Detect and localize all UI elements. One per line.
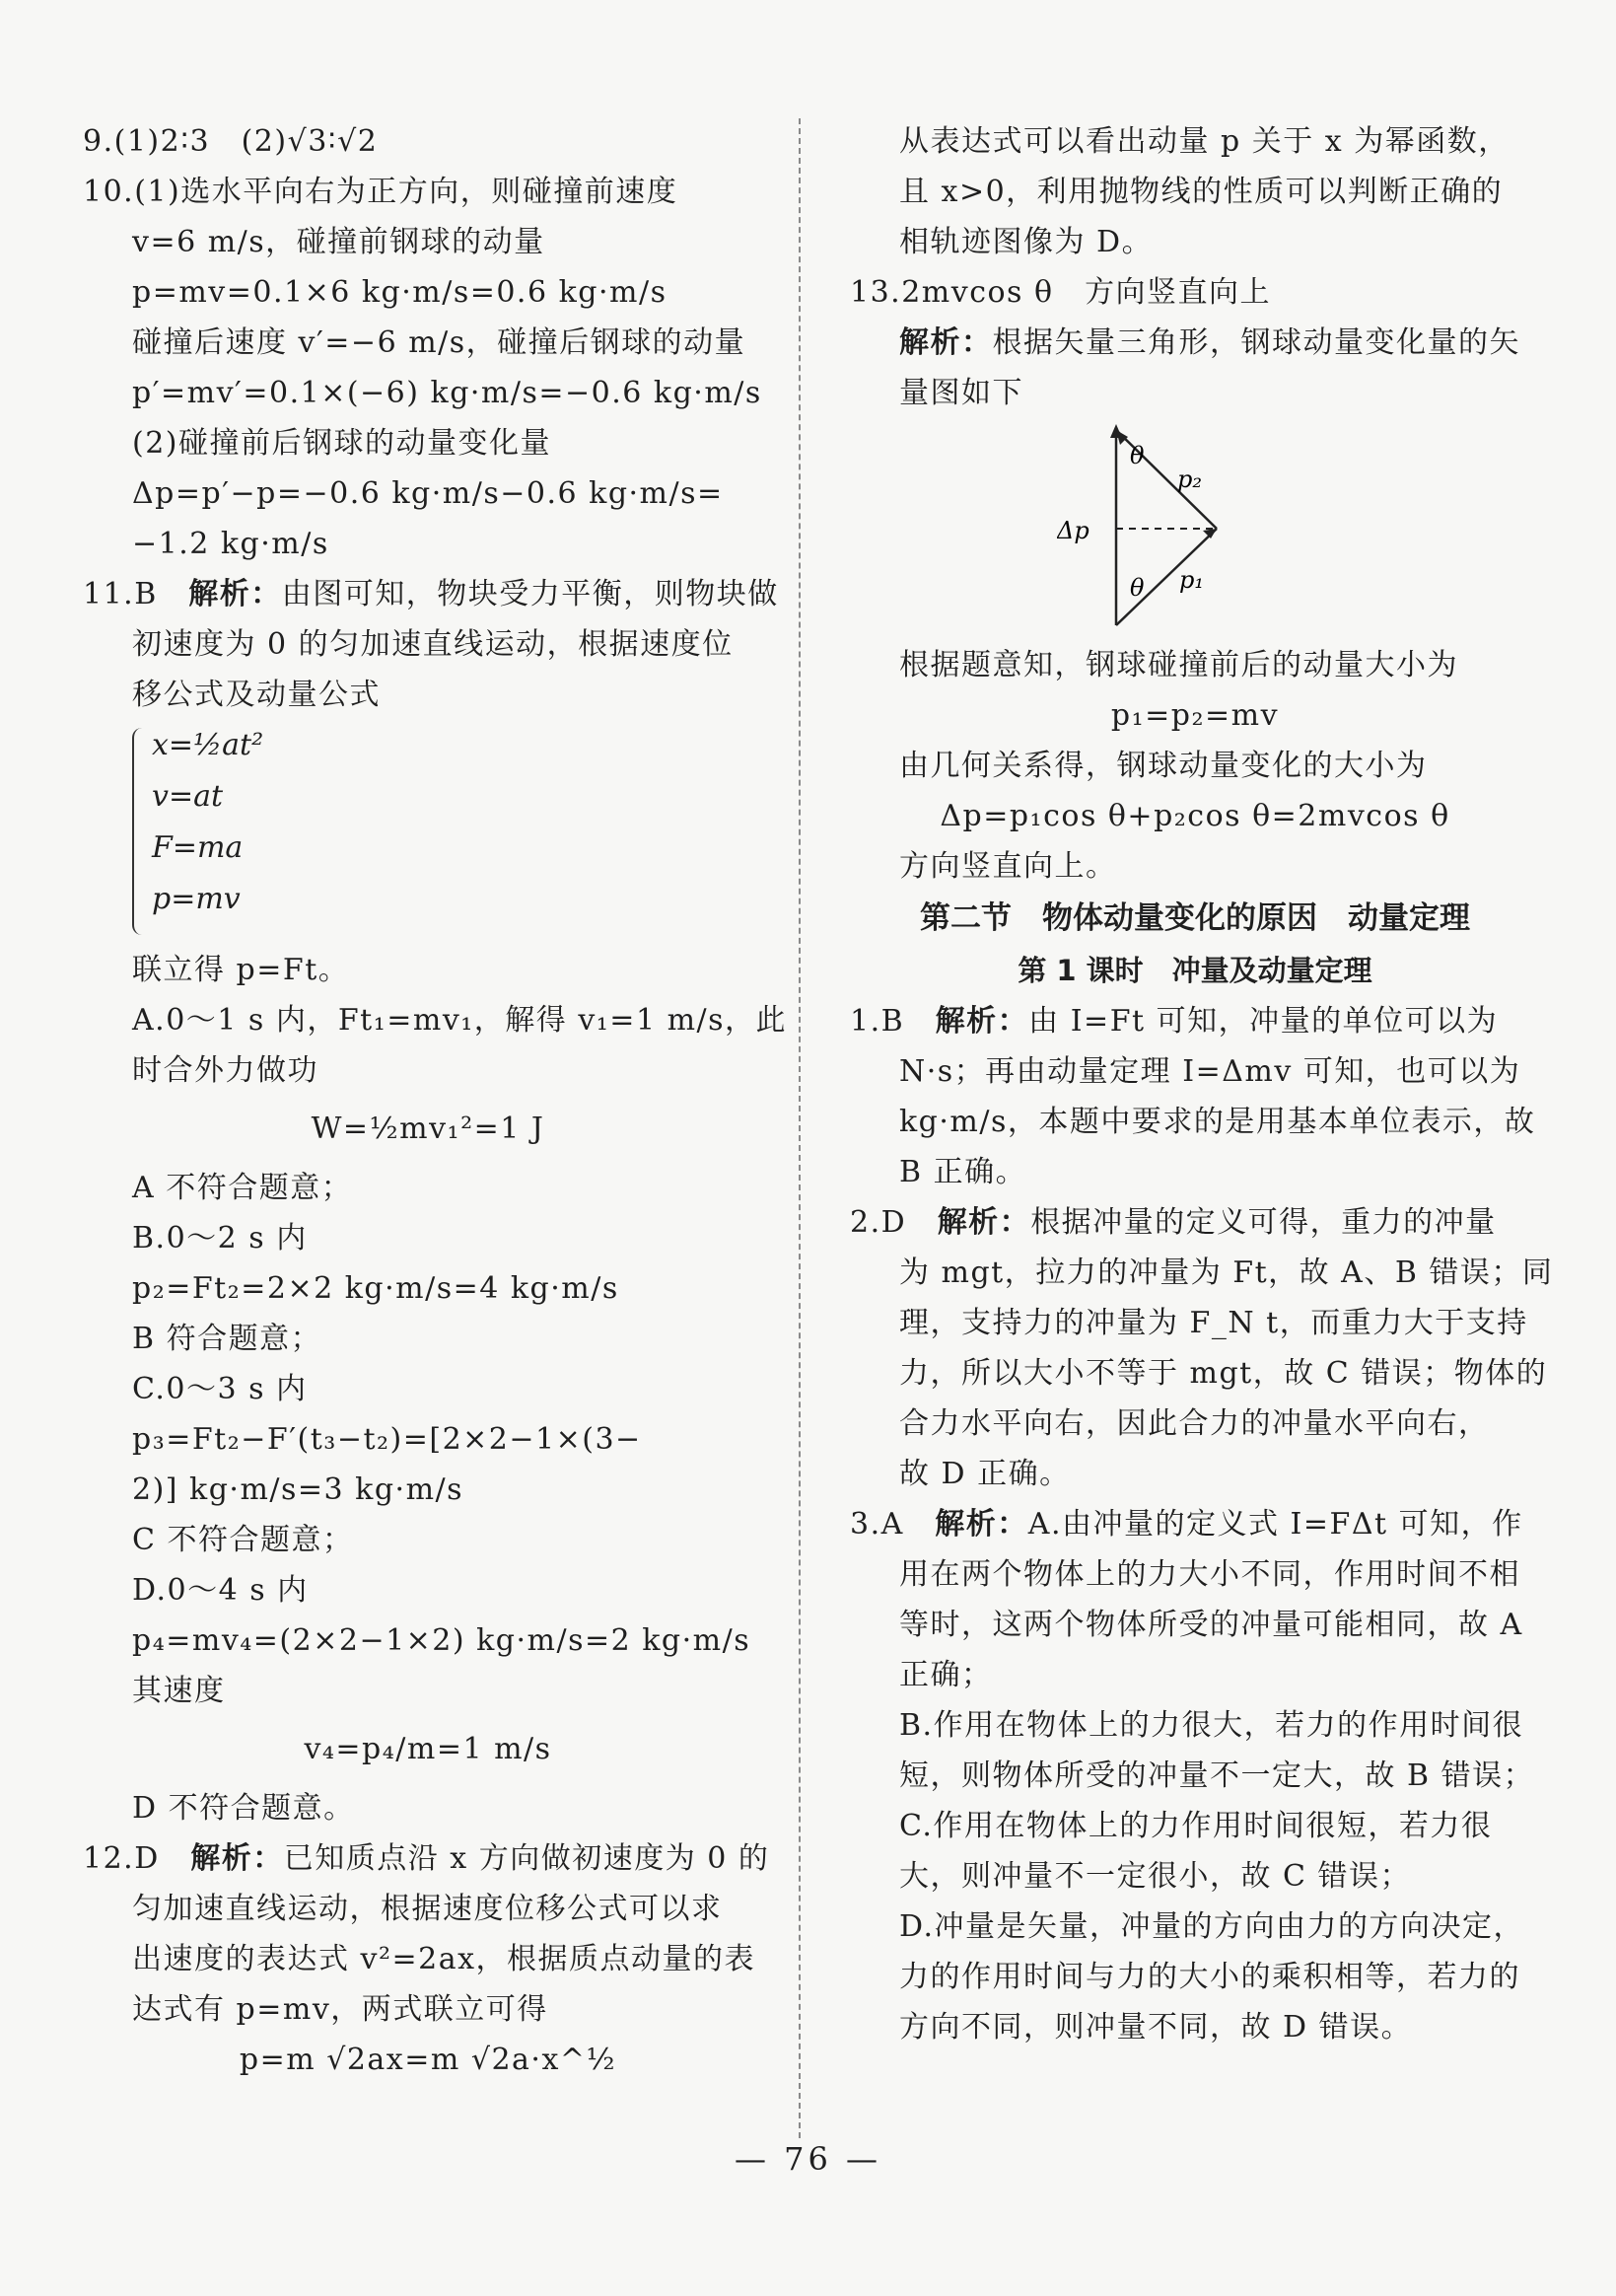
text-line	[83, 1045, 773, 1096]
text-line	[850, 1549, 1540, 1600]
p1-label: p₁	[1179, 566, 1204, 594]
text-line	[850, 640, 1540, 690]
equation-line: x=½at²	[152, 728, 264, 762]
line-text: 碰撞后速度 v′=−6 m/s，碰撞后钢球的动量	[132, 325, 746, 360]
line-text: B 正确。	[899, 1155, 1027, 1189]
line-text: C.0～3 s 内	[132, 1372, 308, 1406]
text-line	[83, 619, 773, 670]
text-line	[83, 418, 773, 468]
text-line	[83, 1716, 773, 1783]
line-text: 力，所以大小不等于 mgt，故 C 错误；物体的	[899, 1356, 1548, 1391]
line-text: 出速度的表达式 v²=2ax，根据质点动量的表	[132, 1942, 756, 1976]
line-text: 已知质点沿 x 方向做初速度为 0 的	[283, 1841, 770, 1876]
text-line	[850, 1600, 1540, 1650]
question-number: 2.D	[850, 1205, 938, 1240]
text-line	[850, 267, 1540, 318]
text-line	[850, 1700, 1540, 1751]
text-line	[83, 1465, 773, 1515]
text-line	[850, 1499, 1540, 1549]
text-line	[850, 1449, 1540, 1499]
question-number: 1.B	[850, 1004, 936, 1039]
line-text: 相轨迹图像为 D。	[899, 225, 1154, 259]
line-text: D 不符合题意。	[132, 1791, 355, 1826]
line-text: A.由冲量的定义式 I=FΔt 可知，作	[1027, 1507, 1523, 1542]
line-text: 为 mgt，拉力的冲量为 Ft，故 A、B 错误；同	[899, 1256, 1554, 1290]
text-line	[83, 167, 773, 217]
line-text: −1.2 kg·m/s	[132, 527, 329, 561]
text-line	[850, 217, 1540, 267]
line-text: 理，支持力的冲量为 F_N t，而重力大于支持	[899, 1306, 1528, 1340]
text-line	[850, 368, 1540, 418]
text-line	[83, 116, 773, 167]
line-text: 大，则冲量不一定很小，故 C 错误；	[899, 1859, 1412, 1894]
delta-p-label: Δp	[1057, 517, 1089, 544]
text-line	[850, 1399, 1540, 1449]
text-line	[83, 1984, 773, 2035]
text-line	[83, 1263, 773, 1314]
question-number: 11.B	[83, 577, 189, 611]
line-text: C.作用在物体上的力作用时间很短，若力很	[899, 1809, 1493, 1843]
right-text-block-1	[850, 116, 1540, 418]
text-line	[850, 1650, 1540, 1700]
text-line	[83, 1213, 773, 1263]
line-text: 等时，这两个物体所受的冲量可能相同，故 A	[899, 1608, 1523, 1642]
line-text: p=mv=0.1×6 kg·m/s=0.6 kg·m/s	[132, 275, 667, 310]
text-line	[83, 1314, 773, 1364]
line-text: 2)] kg·m/s=3 kg·m/s	[132, 1472, 464, 1507]
text-line	[850, 1348, 1548, 1399]
text-line	[850, 1851, 1540, 1901]
text-line	[83, 2035, 773, 2085]
left-text-block-2	[83, 945, 788, 2085]
line-text: p₂=Ft₂=2×2 kg·m/s=4 kg·m/s	[132, 1271, 619, 1306]
theta-bottom-label: θ	[1130, 574, 1145, 602]
text-line	[850, 791, 1540, 841]
line-text: 移公式及动量公式	[132, 678, 381, 712]
line-text: 量图如下	[899, 376, 1023, 410]
right-column	[850, 116, 1554, 2052]
line-text: p′=mv′=0.1×(−6) kg·m/s=−0.6 kg·m/s	[132, 376, 762, 410]
text-line	[850, 690, 1540, 741]
line-text: 正确；	[899, 1658, 993, 1692]
line-text: W=½mv₁²=1 J	[311, 1112, 545, 1146]
text-line	[83, 1414, 773, 1465]
line-text: 其速度	[132, 1674, 226, 1708]
equation-line: p=mv	[152, 882, 241, 916]
text-line	[83, 468, 773, 519]
question-number: 13.2mvcos θ	[850, 275, 1086, 310]
line-text: 根据题意知，钢球碰撞前后的动量大小为	[899, 648, 1458, 682]
line-text: 方向竖直向上	[1085, 275, 1272, 310]
text-line	[850, 841, 1540, 892]
line-text: 达式有 p=mv，两式联立可得	[132, 1992, 548, 2027]
text-line	[83, 569, 779, 619]
line-text: 9.(1)2∶3 (2)√3∶√2	[83, 124, 379, 159]
line-text: 根据冲量的定义可得，重力的冲量	[1030, 1205, 1497, 1240]
line-text: v₄=p₄/m=1 m/s	[304, 1732, 552, 1766]
text-line	[83, 267, 773, 318]
text-line	[850, 116, 1540, 167]
text-line	[83, 945, 773, 995]
line-text: B.0～2 s 内	[132, 1221, 308, 1256]
theta-top-label: θ	[1130, 442, 1145, 469]
line-text: 联立得 p=Ft。	[132, 953, 350, 987]
line-text: 初速度为 0 的匀加速直线运动，根据速度位	[132, 627, 734, 662]
line-text: A.0～1 s 内，Ft₁=mv₁，解得 v₁=1 m/s，此	[132, 1003, 788, 1038]
text-line	[850, 1147, 1540, 1197]
analysis-label: 解析：	[935, 1004, 1029, 1039]
line-text: 时合外力做功	[132, 1053, 318, 1088]
line-text: (2)碰撞前后钢球的动量变化量	[132, 426, 551, 461]
text-line	[850, 1197, 1540, 1248]
text-line	[83, 670, 773, 720]
line-text: 由几何关系得，钢球动量变化的大小为	[899, 749, 1428, 783]
line-text: B 符合题意；	[132, 1322, 322, 1356]
text-line	[83, 1615, 773, 1666]
left-column	[83, 116, 788, 2085]
text-line	[850, 1801, 1540, 1851]
right-text-block-3	[850, 996, 1554, 2052]
line-text: D.冲量是矢量，冲量的方向由力的方向决定，	[899, 1909, 1525, 1944]
text-line	[850, 996, 1540, 1046]
text-line	[83, 368, 773, 418]
vector-triangle-figure	[850, 418, 1540, 640]
line-text: Δp=p₁cos θ+p₂cos θ=2mvcos θ	[940, 799, 1450, 833]
line-text: N·s；再由动量定理 I=Δmv 可知，也可以为	[899, 1054, 1521, 1089]
right-text-block-2	[850, 640, 1540, 892]
line-text: 短，则物体所受的冲量不一定大，故 B 错误；	[899, 1758, 1535, 1793]
text-line	[83, 995, 788, 1045]
column-divider	[799, 118, 801, 2138]
text-line	[83, 519, 773, 569]
line-text: p₃=Ft₂−F′(t₃−t₂)=[2×2−1×(3−	[132, 1422, 642, 1457]
line-text: v=6 m/s，碰撞前钢球的动量	[132, 225, 545, 259]
line-text: p₁=p₂=mv	[1110, 698, 1280, 733]
analysis-label: 解析：	[188, 577, 282, 611]
text-line	[850, 167, 1540, 217]
line-text: 合力水平向右，因此合力的冲量水平向右，	[899, 1406, 1490, 1441]
text-line	[850, 1046, 1540, 1097]
line-text: p₄=mv₄=(2×2−1×2) kg·m/s=2 kg·m/s	[132, 1623, 751, 1658]
text-line	[83, 217, 773, 267]
text-line	[83, 1096, 773, 1163]
line-text: C 不符合题意；	[132, 1523, 354, 1557]
text-line	[850, 1901, 1540, 1952]
analysis-label: 解析：	[935, 1507, 1028, 1542]
text-line	[83, 1515, 773, 1565]
text-line	[850, 2002, 1540, 2052]
line-text: 由图可知，物块受力平衡，则物块做	[281, 577, 779, 611]
vector-triangle-diagram	[1057, 418, 1294, 640]
equation-line: v=at	[152, 779, 224, 814]
question-number: 12.D	[83, 1841, 191, 1876]
line-text: 由 I=Ft 可知，冲量的单位可以为	[1028, 1004, 1499, 1039]
text-line	[83, 1163, 773, 1213]
left-text-block-1	[83, 116, 779, 720]
line-text: kg·m/s，本题中要求的是用基本单位表示，故	[899, 1105, 1536, 1139]
line-text: 从表达式可以看出动量 p 关于 x 为幂函数，	[899, 124, 1510, 159]
text-line	[850, 1248, 1554, 1298]
text-line	[850, 1751, 1540, 1801]
analysis-label: 解析：	[190, 1841, 284, 1876]
line-text: 故 D 正确。	[899, 1457, 1071, 1491]
line-text: B.作用在物体上的力很大，若力的作用时间很	[899, 1708, 1524, 1743]
text-line	[83, 1364, 773, 1414]
analysis-label: 解析：	[899, 325, 993, 360]
line-text: 10.(1)选水平向右为正方向，则碰撞前速度	[83, 175, 678, 209]
line-text: 匀加速直线运动，根据速度位移公式可以求	[132, 1892, 723, 1926]
p1-arrowhead	[1203, 529, 1217, 538]
line-text: 且 x>0，利用抛物线的性质可以判断正确的	[899, 175, 1504, 209]
text-line	[850, 1952, 1540, 2002]
line-text: 用在两个物体上的力大小不同，作用时间不相	[899, 1557, 1520, 1592]
equation-system	[83, 720, 773, 945]
line-text: 方向不同，则冲量不同，故 D 错误。	[899, 2010, 1413, 2045]
p2-label: p₂	[1177, 466, 1202, 493]
text-line	[850, 1298, 1540, 1348]
section-title: 第二节 物体动量变化的原因 动量定理	[920, 900, 1470, 936]
analysis-label: 解析：	[937, 1205, 1031, 1240]
text-line	[83, 1565, 773, 1615]
line-text: p=m √2ax=m √2a·x^½	[239, 2043, 617, 2077]
page-number: — 76 —	[734, 2140, 882, 2178]
line-text: D.0～4 s 内	[132, 1573, 309, 1608]
text-line	[83, 1884, 773, 1934]
text-line	[83, 1934, 773, 1984]
text-line	[850, 318, 1540, 368]
text-line	[83, 1666, 773, 1716]
text-line	[850, 1097, 1540, 1147]
line-text: A 不符合题意；	[132, 1171, 353, 1205]
brace-symbol	[132, 728, 148, 935]
question-number: 3.A	[850, 1507, 936, 1542]
line-text: 力的作用时间与力的大小的乘积相等，若力的	[899, 1960, 1520, 1994]
equation-line: F=ma	[152, 830, 244, 865]
line-text: 方向竖直向上。	[899, 849, 1117, 884]
text-line	[83, 1833, 773, 1884]
line-text: Δp=p′−p=−0.6 kg·m/s−0.6 kg·m/s=	[132, 476, 724, 511]
lesson-title: 第 1 课时 冲量及动量定理	[1018, 954, 1372, 987]
text-line	[850, 741, 1540, 791]
line-text: 根据矢量三角形，钢球动量变化量的矢	[992, 325, 1520, 360]
text-line	[83, 318, 773, 368]
text-line	[83, 1783, 773, 1833]
